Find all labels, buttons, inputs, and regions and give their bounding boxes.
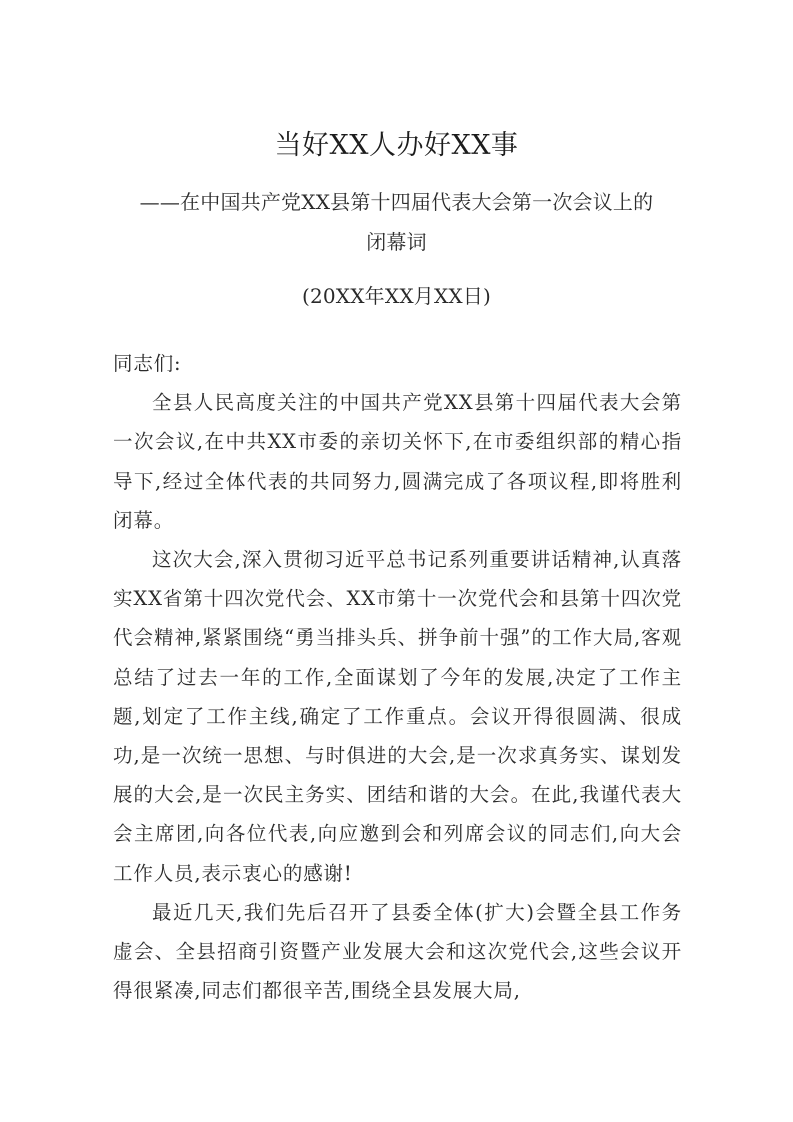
document-date: (20XX年XX月XX日)	[301, 284, 492, 308]
document-body	[113, 344, 682, 1010]
document-subtitle-line-2: 闭幕词	[366, 230, 427, 254]
salutation: 同志们:	[113, 352, 182, 375]
body-paragraph: 最近几天,我们先后召开了县委全体(扩大)会暨全县工作务虚会、全县招商引资暨产业发展大会和这次党代会,这些会议开得很紧凑,同志们都很辛苦,围绕全县发展大局,	[113, 900, 682, 1003]
title-block	[113, 126, 680, 316]
body-paragraph: 全县人民高度关注的中国共产党XX县第十四届代表大会第一次会议,在中共XX市委的亲切关怀下,在市委组织部的精心指导下,经过全体代表的共同努力,圆满完成了各项议程,即将胜利闭幕。	[113, 391, 682, 532]
page-title: 当好XX人办好XX事	[274, 130, 519, 161]
document-subtitle-line-1: ——在中国共产党XX县第十四届代表大会第一次会议上的	[139, 190, 654, 214]
body-paragraph: 这次大会,深入贯彻习近平总书记系列重要讲话精神,认真落实XX省第十四次党代会、XX市第十一次党代会和县第十四次党代会精神,紧紧围绕“勇当排头兵、拼争前十强”的工作大局,客观总结了过去一年的工作,全面谋划了今年的发展,决定了工作主题,划定了工作主线,确定了工作重点。会议开得很圆满、很成功,是一次统一思想、与时俱进的大会,是一次求真务实、谋划发展的大会,是一次民主务实、团结和谐的大会。在此,我谨代表大会主席团,向各位代表,向应邀到会和列席会议的同志们,向大会工作人员,表示衷心的感谢!	[113, 548, 682, 885]
